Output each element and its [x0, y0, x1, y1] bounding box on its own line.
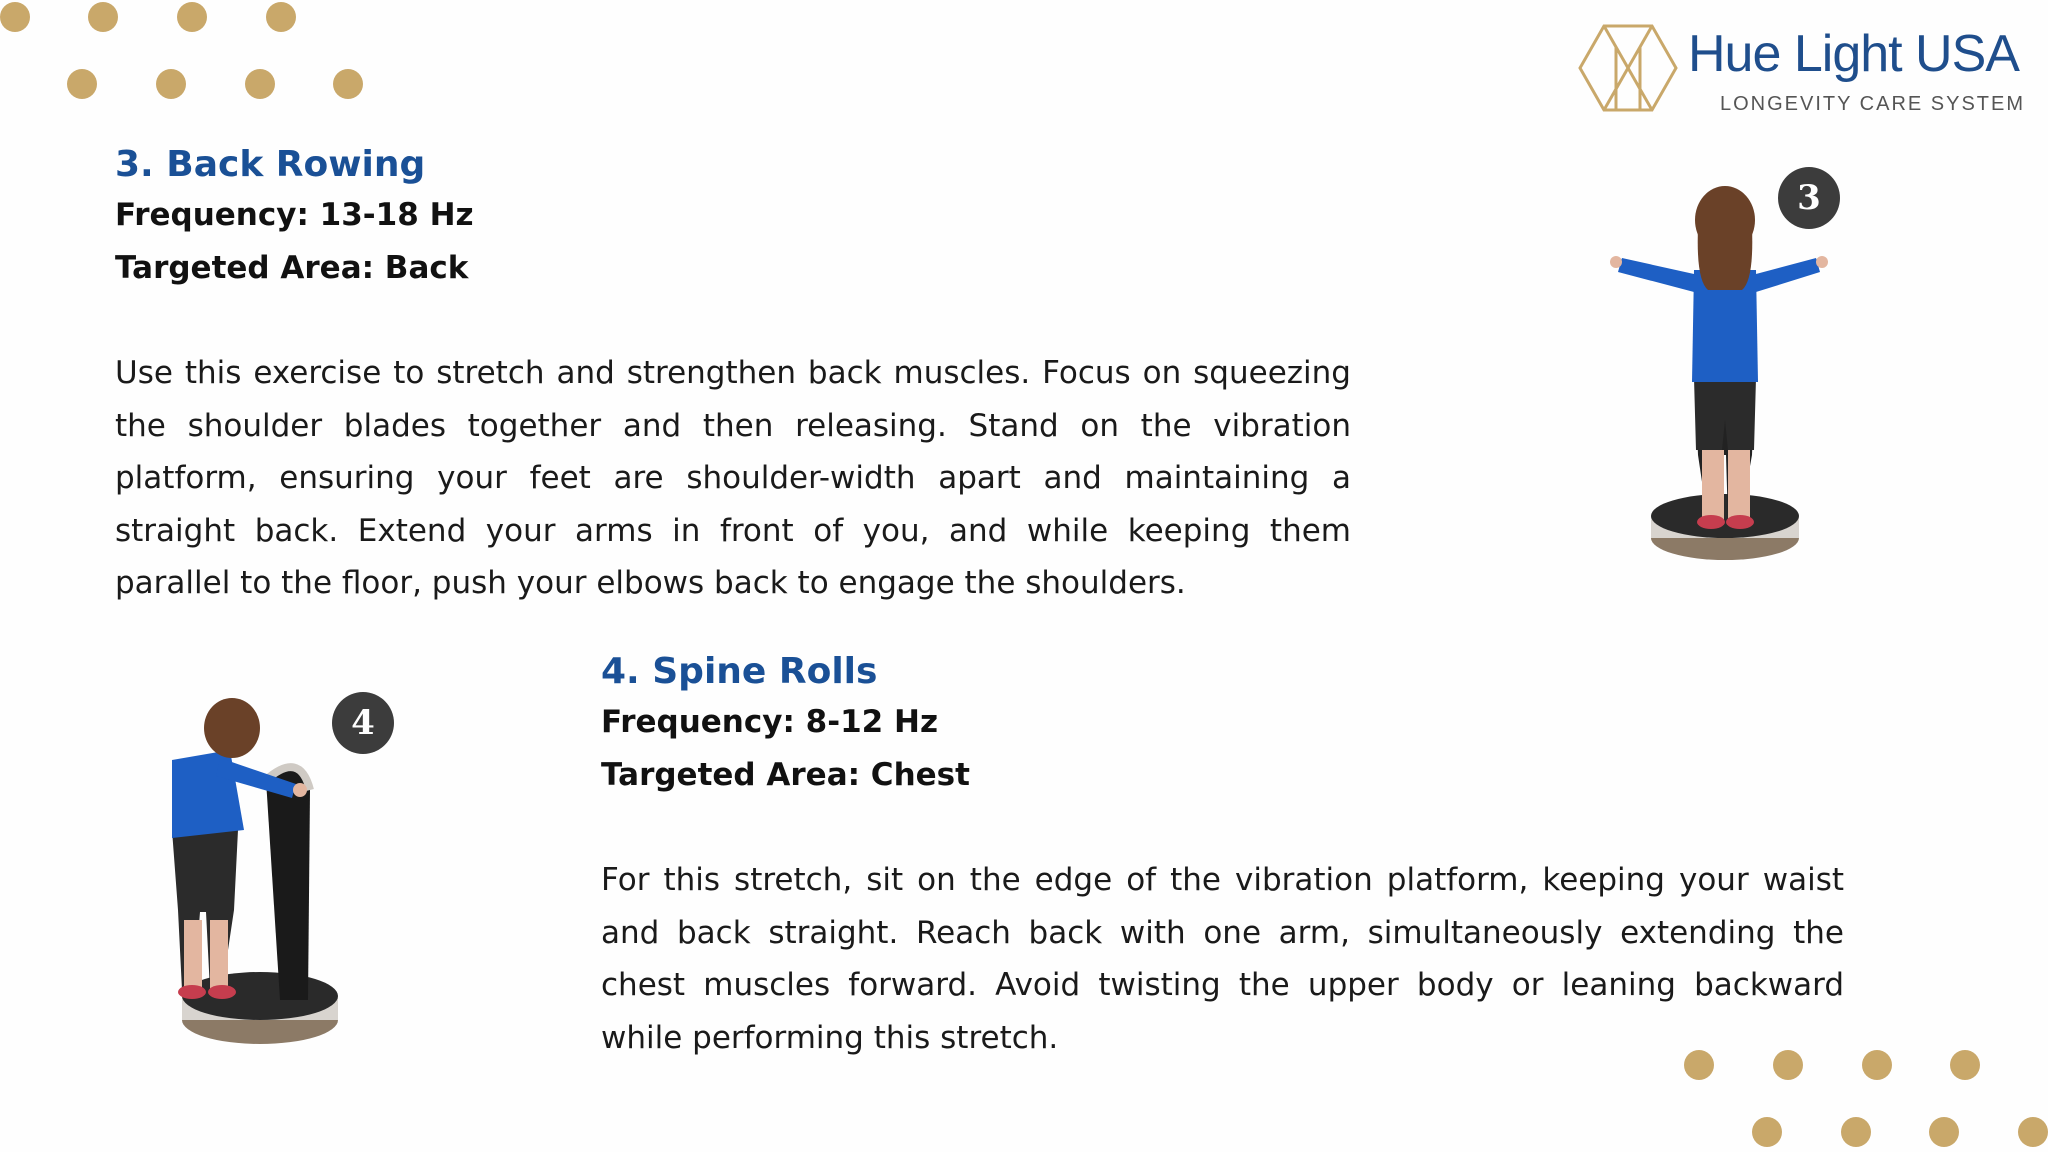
decorative-dot: [245, 69, 275, 99]
exercise-3-illustration: [1590, 150, 1840, 590]
decorative-dot: [67, 69, 97, 99]
exercise-3-number-badge: 3: [1778, 167, 1840, 229]
decorative-dot: [266, 2, 296, 32]
exercise-4-description: For this stretch, sit on the edge of the vibration platform, keeping your waist and back straight. Reach back with one arm, simultaneously extending the chest muscles forward. Avoid twisting the upper body or leaning backward while performing this stretch.: [601, 862, 1844, 1056]
decorative-dot: [0, 2, 30, 32]
brand-name: Hue Light USA: [1688, 25, 2019, 83]
exercise-3-description: Use this exercise to stretch and strengthen back muscles. Focus on squeezing the shoulder blades together and then releasing. Stand on the vibration platform, ensuring your feet are shoulder-width apart and maintaining a straight back. Extend your arms in front of you, and while keeping them parallel to the floor, push your elbows back to engage the shoulders.: [115, 355, 1351, 601]
decorative-dot: [1929, 1117, 1959, 1147]
exercise-4-section: [601, 648, 1844, 1064]
decorative-dot: [88, 2, 118, 32]
decorative-dot: [1862, 1050, 1892, 1080]
decorative-dot: [1950, 1050, 1980, 1080]
exercise-4-frequency: Frequency: 8-12 Hz: [601, 704, 938, 740]
brand-tagline: LONGEVITY CARE SYSTEM: [1720, 93, 2026, 115]
decorative-dot: [1841, 1117, 1871, 1147]
hexagon-logo-icon: [1578, 22, 1678, 114]
exercise-4-illustration: [150, 680, 410, 1060]
exercise-3-area: Targeted Area: Back: [115, 250, 469, 286]
brand-logo: [1578, 22, 2028, 122]
exercise-3-frequency: Frequency: 13-18 Hz: [115, 197, 474, 233]
decorative-dot: [333, 69, 363, 99]
decorative-dot: [2018, 1117, 2048, 1147]
exercise-4-number-badge: 4: [332, 692, 394, 754]
exercise-3-section: [115, 141, 1351, 610]
decorative-dot: [1752, 1117, 1782, 1147]
decorative-dot: [156, 69, 186, 99]
exercise-3-title: 3. Back Rowing: [115, 144, 426, 185]
exercise-4-title: 4. Spine Rolls: [601, 651, 878, 692]
exercise-4-area: Targeted Area: Chest: [601, 757, 970, 793]
decorative-dot: [177, 2, 207, 32]
